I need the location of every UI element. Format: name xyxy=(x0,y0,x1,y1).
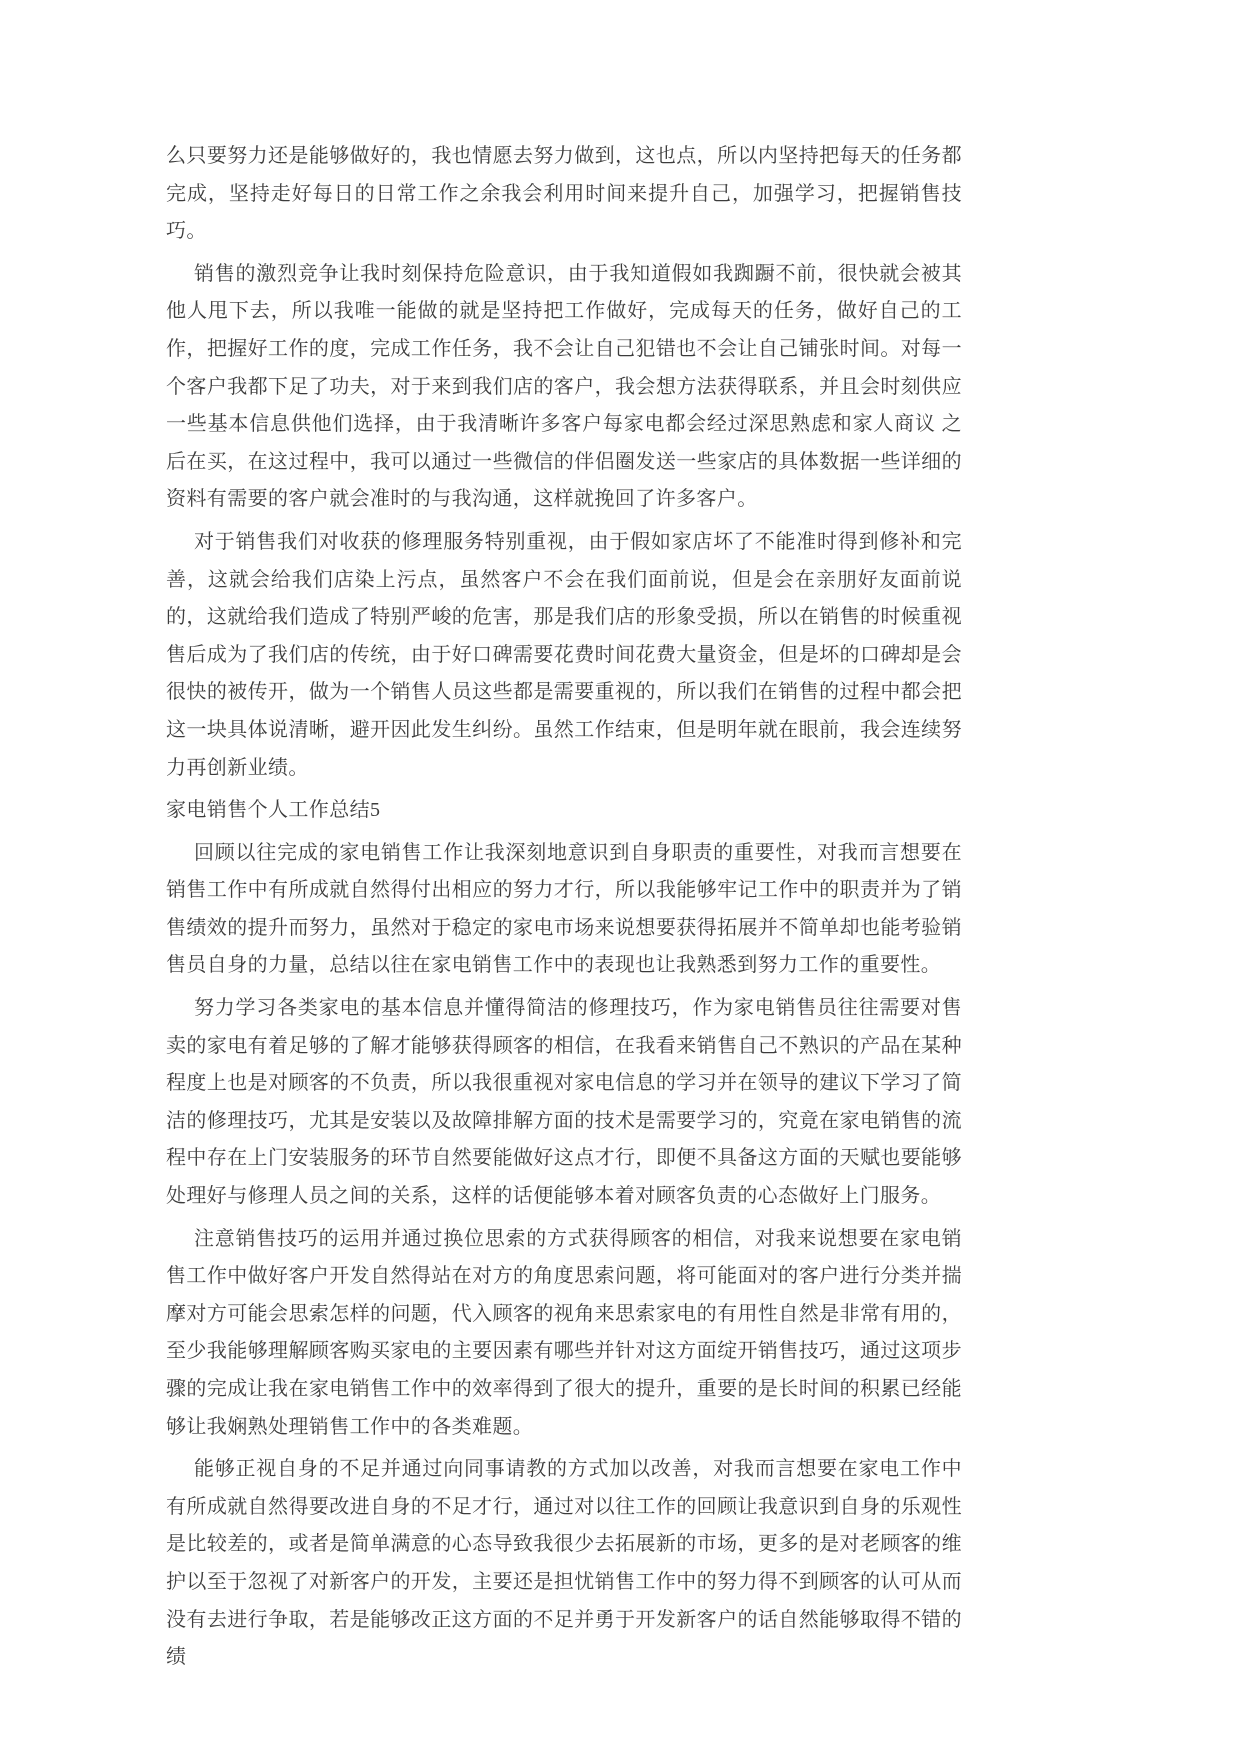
paragraph: 努力学习各类家电的基本信息并懂得简洁的修理技巧，作为家电销售员往往需要对售卖的家电有着足够的了解才能够获得顾客的相信，在我看来销售自己不熟识的产品在某种程度上也是对顾客的不负责，所以我很重视对家电信息的学习并在领导的建议下学习了简洁的修理技巧，尤其是安装以及故障排解方面的技术是需要学习的，究竟在家电销售的流程中存在上门安装服务的环节自然要能做好这点才行，即便不具备这方面的天赋也要能够处理好与修理人员之间的关系，这样的话便能够本着对顾客负责的心态做好上门服务。 xyxy=(166,997,962,1208)
paragraph-continuation: 么只要努力还是能够做好的，我也情愿去努力做到，这也点，所以内坚持把每天的任务都完成，坚持走好每日的日常工作之余我会利用时间来提升自己，加强学习，把握销售技巧。 xyxy=(166,145,962,243)
paragraph: 回顾以往完成的家电销售工作让我深刻地意识到自身职责的重要性，对我而言想要在销售工作中有所成就自然得付出相应的努力才行，所以我能够牢记工作中的职责并为了销售绩效的提升而努力，虽然对于稳定的家电市场来说想要获得拓展并不简单却也能考验销售员自身的力量，总结以往在家电销售工作中的表现也让我熟悉到努力工作的重要性。 xyxy=(166,841,962,977)
paragraph: 销售的激烈竞争让我时刻保持危险意识，由于我知道假如我踟蹰不前，很快就会被其他人甩下去，所以我唯一能做的就是坚持把工作做好，完成每天的任务，做好自己的工作，把握好工作的度，完成工作任务，我不会让自己犯错也不会让自己铺张时间。对每一个客户我都下足了功夫，对于来到我们店的客户，我会想方法获得联系，并且会时刻供应一些基本信息供他们选择，由于我清晰许多客户每家电都会经过深思熟虑和家人商议 之后在买，在这过程中，我可以通过一些微信的伴侣圈发送一些家店的具体数据一些详细的资料有需要的客户就会准时的与我沟通，这样就挽回了许多客户。 xyxy=(166,262,962,511)
paragraph: 能够正视自身的不足并通过向同事请教的方式加以改善，对我而言想要在家电工作中有所成就自然得要改进自身的不足才行，通过对以往工作的回顾让我意识到自身的乐观性是比较差的，或者是简单满意的心态导致我很少去拓展新的市场，更多的是对老顾客的维护以至于忽视了对新客户的开发，主要还是担忧销售工作中的努力得不到顾客的认可从而没有去进行争取，若是能够改正这方面的不足并勇于开发新客户的话自然能够取得不错的绩 xyxy=(166,1458,962,1669)
document-text-area xyxy=(166,138,962,1682)
paragraph: 对于销售我们对收获的修理服务特别重视，由于假如家店坏了不能准时得到修补和完善，这就会给我们店染上污点，虽然客户不会在我们面前说，但是会在亲朋好友面前说的，这就给我们造成了特别严峻的危害，那是我们店的形象受损，所以在销售的时候重视售后成为了我们店的传统，由于好口碑需要花费时间花费大量资金，但是坏的口碑却是会很快的被传开，做为一个销售人员这些都是需要重视的，所以我们在销售的过程中都会把这一块具体说清晰，避开因此发生纠纷。虽然工作结束，但是明年就在眼前，我会连续努力再创新业绩。 xyxy=(166,530,962,779)
paragraph: 注意销售技巧的运用并通过换位思索的方式获得顾客的相信，对我来说想要在家电销售工作中做好客户开发自然得站在对方的角度思索问题，将可能面对的客户进行分类并揣摩对方可能会思索怎样的问题，代入顾客的视角来思索家电的有用性自然是非常有用的，至少我能够理解顾客购买家电的主要因素有哪些并针对这方面绽开销售技巧，通过这项步骤的完成让我在家电销售工作中的效率得到了很大的提升，重要的是长时间的积累已经能够让我娴熟处理销售工作中的各类难题。 xyxy=(166,1227,962,1438)
section-heading: 家电销售个人工作总结5 xyxy=(166,799,381,822)
